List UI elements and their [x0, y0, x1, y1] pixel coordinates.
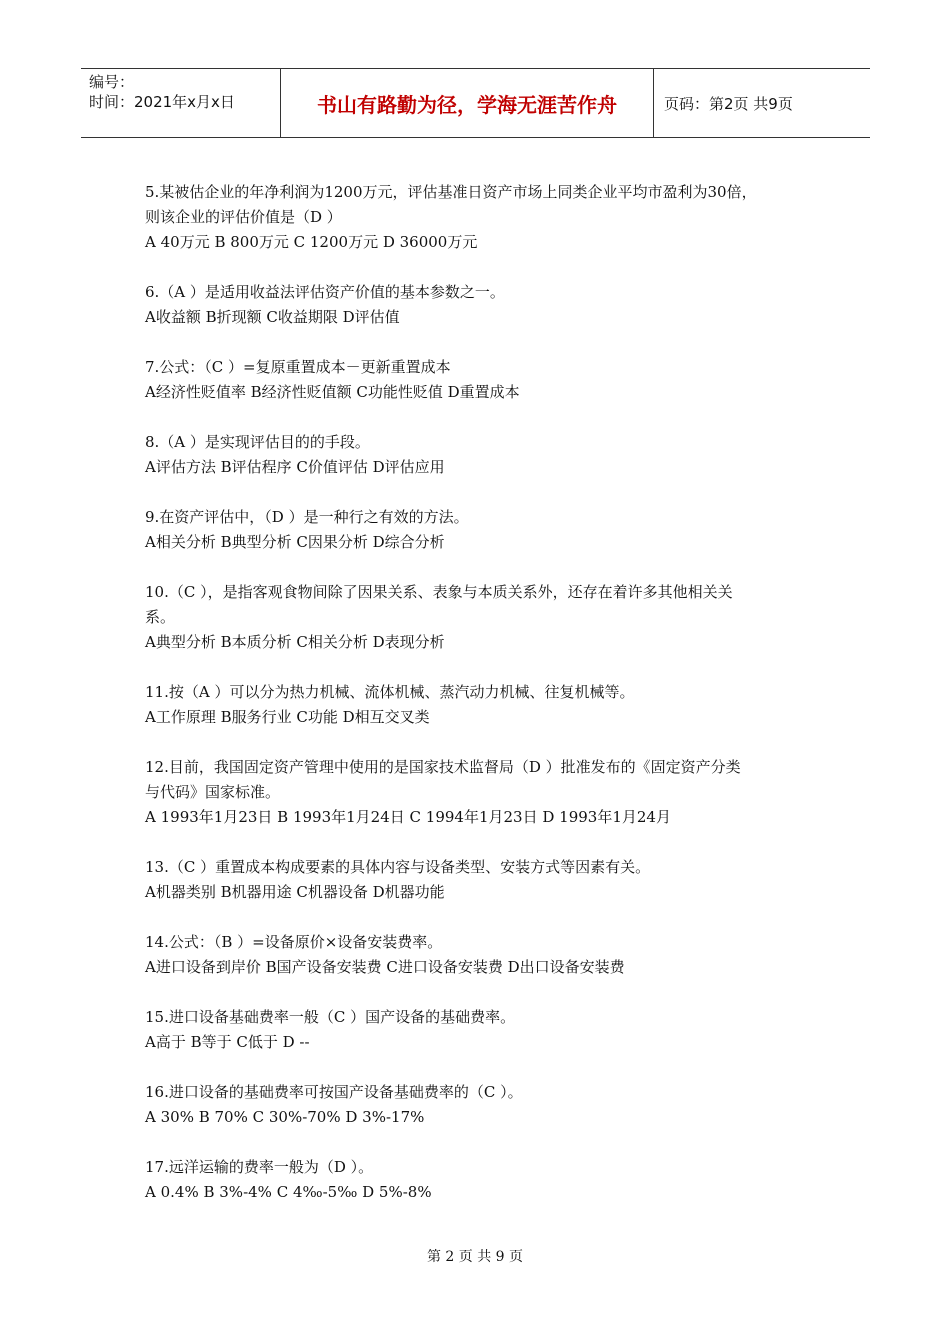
- question-options: A高于 B等于 C低于 D --: [145, 1033, 310, 1051]
- date-label: 时间：2021年x月x日: [89, 93, 235, 111]
- question-item: [145, 505, 825, 555]
- question-stem: 则该企业的评估价值是（D ）: [145, 208, 342, 226]
- question-options: A经济性贬值率 B经济性贬值额 C功能性贬值 D重置成本: [145, 383, 520, 401]
- question-item: [145, 580, 825, 655]
- question-stem: 15.进口设备基础费率一般（C ）国产设备的基础费率。: [145, 1008, 516, 1026]
- question-stem: 13.（C ）重置成本构成要素的具体内容与设备类型、安装方式等因素有关。: [145, 858, 651, 876]
- question-item: [145, 1080, 825, 1130]
- question-stem: 与代码》国家标准。: [145, 783, 281, 801]
- question-stem: 12.目前，我国固定资产管理中使用的是国家技术监督局（D ）批准发布的《固定资产分类: [145, 758, 741, 776]
- question-item: [145, 1155, 825, 1205]
- question-item: [145, 180, 825, 255]
- question-options: A典型分析 B本质分析 C相关分析 D表现分析: [145, 633, 445, 651]
- question-stem: 11.按（A ）可以分为热力机械、流体机械、蒸汽动力机械、往复机械等。: [145, 683, 635, 701]
- question-options: A相关分析 B典型分析 C因果分析 D综合分析: [145, 533, 445, 551]
- question-item: [145, 1005, 825, 1055]
- question-item: [145, 355, 825, 405]
- question-stem: 14.公式：（B ）=设备原价×设备安装费率。: [145, 933, 443, 951]
- question-list: [145, 180, 825, 1230]
- header-info-cell: [81, 69, 281, 137]
- question-stem: 系。: [145, 608, 176, 626]
- page-header: [81, 68, 870, 138]
- question-stem: 5.某被估企业的年净利润为1200万元，评估基准日资产市场上同类企业平均市盈利为30倍，: [145, 183, 757, 201]
- question-item: [145, 755, 825, 830]
- page-indicator: 页码：第2页 共9页: [664, 94, 793, 113]
- page-footer: 第 2 页 共 9 页: [426, 1249, 524, 1265]
- question-options: A 30% B 70% C 30%-70% D 3%-17%: [145, 1108, 425, 1126]
- question-stem: 7.公式：（C ）=复原重置成本－更新重置成本: [145, 358, 451, 376]
- question-stem: 16.进口设备的基础费率可按国产设备基础费率的（C ）。: [145, 1083, 523, 1101]
- question-item: [145, 680, 825, 730]
- question-stem: 9.在资产评估中，（D ）是一种行之有效的方法。: [145, 508, 469, 526]
- question-stem: 17.远洋运输的费率一般为（D ）。: [145, 1158, 374, 1176]
- number-label: 编号：: [89, 73, 135, 91]
- question-options: A 1993年1月23日 B 1993年1月24日 C 1994年1月23日 D 1993年1月24月: [145, 808, 671, 826]
- question-item: [145, 430, 825, 480]
- question-options: A评估方法 B评估程序 C价值评估 D评估应用: [145, 458, 445, 476]
- question-item: [145, 930, 825, 980]
- question-stem: 6.（A ）是适用收益法评估资产价值的基本参数之一。: [145, 283, 505, 301]
- question-options: A机器类别 B机器用途 C机器设备 D机器功能: [145, 883, 445, 901]
- question-options: A 40万元 B 800万元 C 1200万元 D 36000万元: [145, 233, 478, 251]
- motto: 书山有路勤为径，学海无涯苦作舟: [281, 69, 654, 137]
- question-options: A收益额 B折现额 C收益期限 D评估值: [145, 308, 400, 326]
- question-options: A工作原理 B服务行业 C功能 D相互交叉类: [145, 708, 430, 726]
- question-options: A进口设备到岸价 B国产设备安装费 C进口设备安装费 D出口设备安装费: [145, 958, 625, 976]
- question-options: A 0.4% B 3%-4% C 4‰-5‰ D 5%-8%: [145, 1183, 432, 1201]
- question-stem: 10.（C ），是指客观食物间除了因果关系、表象与本质关系外，还存在着许多其他相关关: [145, 583, 733, 601]
- question-item: [145, 855, 825, 905]
- question-item: [145, 280, 825, 330]
- question-stem: 8.（A ）是实现评估目的的手段。: [145, 433, 370, 451]
